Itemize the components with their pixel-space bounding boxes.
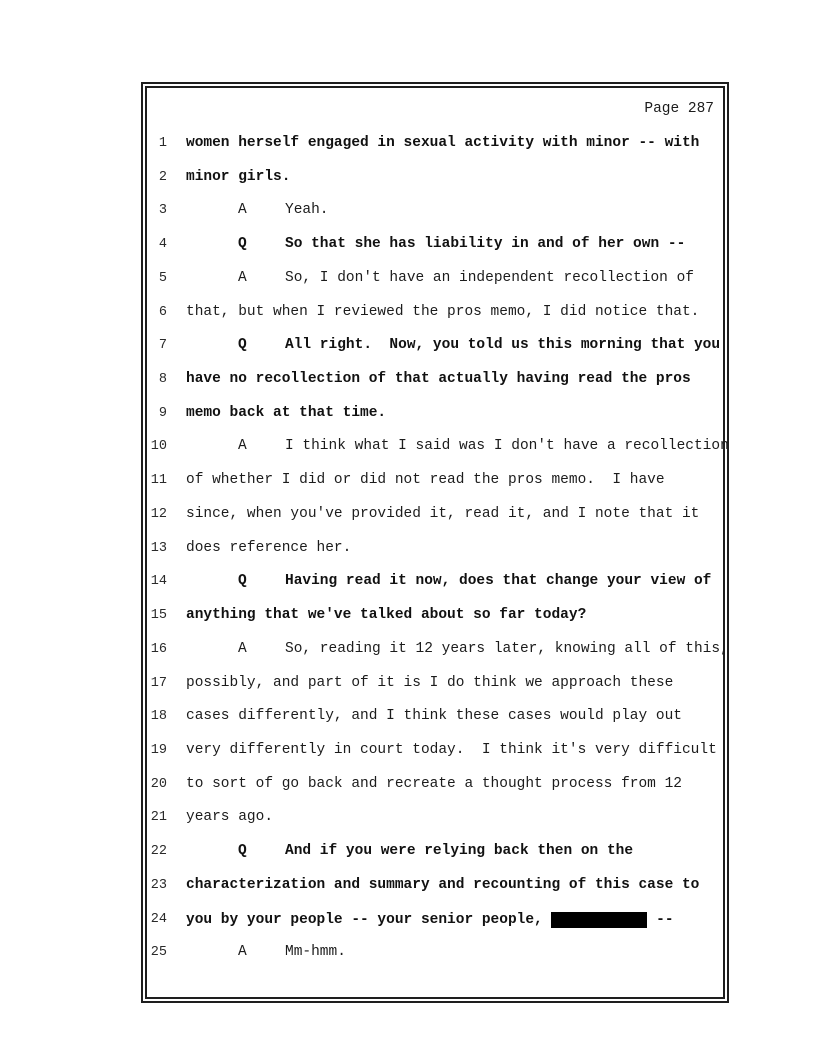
transcript-line [147,170,723,204]
line-number: 21 [150,810,167,826]
transcript-line [147,844,723,878]
text-segment: does reference her. [186,539,352,556]
page-border-inner [145,86,729,999]
text-segment: Having read it now, does that change your view of [285,573,712,590]
text-segment: since, when you've provided it, read it, and I note that it [186,505,700,522]
line-text [186,676,673,691]
text-segment: characterization and summary and recounting of this case to [186,876,700,893]
text-segment: Yeah. [285,202,329,219]
text-segment: So, I don't have an independent recollection of [285,269,694,286]
transcript-line [147,945,723,979]
line-text [186,473,665,488]
text-segment: very differently in court today. I think it's very difficult [186,741,717,758]
text-segment: minor girls. [186,168,291,185]
line-number: 5 [158,270,167,286]
transcript-line [147,912,723,946]
line-text [186,810,273,825]
text-segment: women herself engaged in sexual activity with minor -- with [186,135,700,151]
line-text [186,777,682,792]
line-text [186,338,720,353]
text-segment: -- [647,911,674,928]
transcript-line [147,438,729,473]
line-text [186,912,674,928]
text-segment: memo back at that time. [186,404,387,421]
text-segment: cases differently, and I think these cases would play out [186,708,682,725]
line-number: 10 [150,439,167,455]
line-number: 18 [150,709,167,725]
line-text [186,170,290,185]
text-segment: possibly, and part of it is I do think we approach these [186,674,674,691]
line-text [186,237,685,252]
transcript-line [147,541,723,575]
line-text [186,136,699,151]
text-segment: that, but when I reviewed the pros memo, I did notice that. [186,303,700,320]
line-number: 2 [158,169,167,185]
transcript-line [147,271,723,305]
line-text [186,743,717,758]
transcript-line [147,305,723,339]
text-segment: All right. Now, you told us this morning that you [285,337,721,354]
line-number: 23 [150,877,167,893]
line-text [186,406,386,421]
transcript-line [147,709,723,743]
redaction-box [551,912,647,928]
line-text [186,305,699,320]
transcript-line [147,372,723,406]
line-number: 20 [150,776,167,792]
line-number: 7 [158,338,167,354]
transcript-line [147,743,723,777]
page-number-header: Page 287 [644,101,714,117]
transcript-line [147,608,723,642]
text-segment: So, reading it 12 years later, knowing all of this, [285,640,729,657]
text-segment: And if you were relying back then on the [285,843,634,860]
line-text [186,878,699,893]
line-number: 8 [158,372,167,388]
line-number: 1 [158,136,167,151]
speaker-label: Q [238,337,247,354]
transcript-line [147,676,723,710]
line-number: 14 [150,574,167,590]
line-number: 24 [150,911,167,927]
speaker-label: Q [238,843,247,860]
line-text [186,372,691,387]
speaker-label: A [238,640,247,657]
line-number: 11 [150,473,167,489]
line-number: 9 [158,405,167,421]
speaker-label: Q [238,236,247,253]
transcript-line [147,237,723,271]
line-number: 12 [150,506,167,522]
line-text [186,574,711,589]
line-number: 19 [150,742,167,758]
line-number: 3 [158,203,167,219]
line-text [186,608,586,623]
line-text [186,439,729,454]
line-text [186,541,351,556]
transcript-line [147,203,723,237]
line-text [186,709,682,724]
text-segment: of whether I did or did not read the pros memo. I have [186,472,665,489]
line-number: 22 [150,844,167,860]
line-text [186,507,699,522]
line-number: 15 [150,608,167,624]
transcript-line [147,338,723,372]
text-segment: years ago. [186,809,274,826]
transcript-line [147,473,723,507]
speaker-label: A [238,269,247,286]
speaker-label: A [238,438,247,455]
line-number: 17 [150,675,167,691]
speaker-label: Q [238,573,247,590]
transcript-line [147,507,723,541]
text-segment: to sort of go back and recreate a thought process from 12 [186,775,682,792]
line-text [186,271,694,286]
line-text [186,945,346,960]
text-segment: anything that we've talked about so far today? [186,607,587,624]
transcript-line [147,878,723,912]
line-text [186,642,729,657]
line-text [186,203,329,218]
line-number: 16 [150,641,167,657]
text-segment: Mm-hmm. [285,944,346,961]
text-segment: have no recollection of that actually having read the pros [186,371,691,388]
page-border-outer [141,82,729,1003]
text-segment: So that she has liability in and of her own -- [285,236,686,253]
line-number: 4 [158,237,167,253]
transcript-line [147,406,723,440]
transcript-line [147,810,723,844]
transcript-line [147,136,723,170]
speaker-label: A [238,202,247,219]
line-number: 25 [150,945,167,961]
text-segment: you by your people -- your senior people, [186,911,552,928]
text-segment: I think what I said was I don't have a recollection [285,438,729,455]
transcript-body [147,135,729,979]
transcript-line [147,574,723,608]
speaker-label: A [238,944,247,961]
line-text [186,844,633,859]
transcript-line [147,777,723,811]
transcript-line [147,640,729,676]
line-number: 13 [150,540,167,556]
line-number: 6 [158,304,167,320]
